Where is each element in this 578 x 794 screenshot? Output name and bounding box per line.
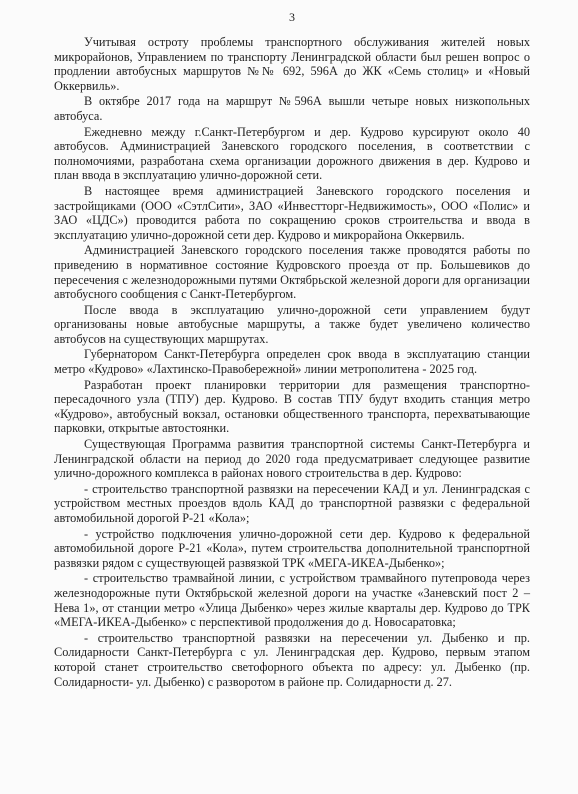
paragraph: Губернатором Санкт-Петербурга определен срок ввода в эксплуатацию станции метро «Кудрово» «Лахтинско-Правобережной» линии метрополитена - 2025 год. [54,347,530,377]
paragraph: Существующая Программа развития транспортной системы Санкт-Петербурга и Ленинградской области на период до 2020 года предусматривает следующее развитие улично-дорожного комплекса в районах нового строительства в дер. Кудрово: [54,437,530,481]
paragraph: Учитывая остроту проблемы транспортного обслуживания жителей новых микрорайонов, Управлением по транспорту Ленинградской области был решен вопрос о продлении автобусных маршрутов №№ 692, 596А до ЖК «Семь столиц» и «Новый Оккервиль». [54,35,530,93]
list-item: - строительство транспортной развязки на пересечении ул. Дыбенко и пр. Солидарности Санкт-Петербурга с ул. Ленинградская дер. Кудрово, первым этапом которой станет строительство светофорного объекта по адресу: ул. Дыбенко (пр. Солидарности- ул. Дыбенко) с разворотом в районе пр. Солидарности д. 27. [54,630,530,689]
paragraph: В настоящее время администрацией Заневского городского поселения и застройщиками (ООО «СэтлСити», ЗАО «Инвестторг-Недвижимость», ООО «Полис» и ЗАО «ЦДС») проводится работа по сокращению сроков строительства и ввода в эксплуатацию улично-дорожной сети дер. Кудрово и микрорайона Оккервиль. [54,183,530,242]
paragraph: Разработан проект планировки территории для размещения транспортно-пересадочного узла (ТПУ) дер. Кудрово. В состав ТПУ будут входить станция метро «Кудрово», автобусный вокзал, остановки общественного транспорта, перехватывающие парковки, открытые автостоянки. [54,377,530,436]
paragraph: Администрацией Заневского городского поселения также проводятся работы по приведению в нормативное состояние Кудровского проезда от пр. Большевиков до пересечения с железнодорожными путями Октябрьской железной дороги для организации автобусного сообщения с Санкт-Петербургом. [54,243,530,302]
list-item: - строительство транспортной развязки на пересечении КАД и ул. Ленинградская с устройством местных проездов вдоль КАД до транспортной развязки с федеральной автомобильной дорогой Р-21 «Кола»; [54,481,530,525]
paragraph: После ввода в эксплуатацию улично-дорожной сети управлением будут организованы новые автобусные маршруты, а также будет увеличено количество автобусов на существующих маршрутах. [54,302,530,346]
list-item: - строительство трамвайной линии, с устройством трамвайного путепровода через железнодорожные пути Октябрьской железной дороги на участке «Заневский пост 2 – Нева 1», от станции метро «Улица Дыбенко» через жилые кварталы дер. Кудрово до ТРК «МЕГА-ИКЕА-Дыбенко» с перспективой продолжения до д. Новосаратовка; [54,571,530,630]
paragraph: В октябре 2017 года на маршрут №596А вышли четыре новых низкопольных автобуса. [54,94,530,123]
page-number: 3 [289,10,295,24]
paragraph: Ежедневно между г.Санкт-Петербургом и дер. Кудрово курсируют около 40 автобусов. Администрацией Заневского городского поселения, в соответствии с полномочиями, разработана схема организации дорожного движения в дер. Кудрово и план ввода в эксплуатацию улично-дорожной сети. [54,124,530,183]
list-item: - устройство подключения улично-дорожной сети дер. Кудрово к федеральной автомобильной дороге Р-21 «Кола», путем строительства дополнительной транспортной развязки рядом с существующей развязкой ТРК «МЕГА-ИКЕА-Дыбенко»; [54,526,530,570]
